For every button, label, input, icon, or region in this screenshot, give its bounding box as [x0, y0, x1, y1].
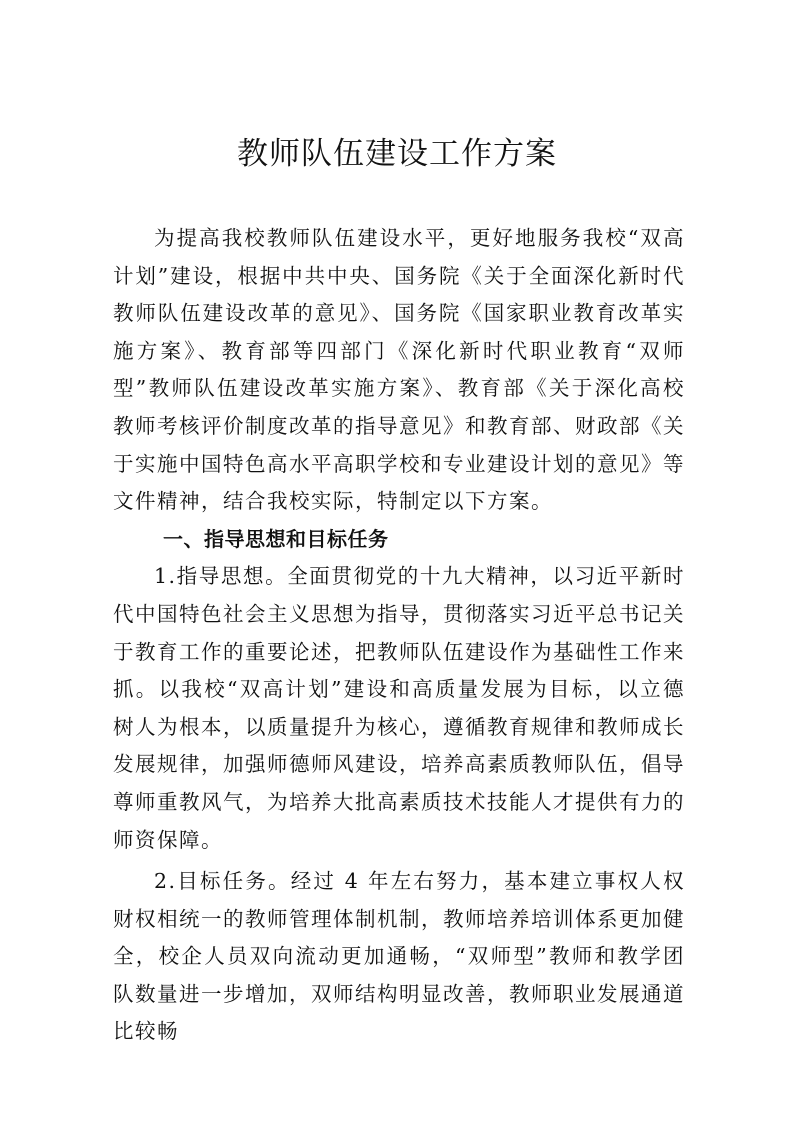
document-title: 教师队伍建设工作方案	[237, 136, 557, 172]
guiding-ideology-paragraph: 1.指导思想。全面贯彻党的十九大精神，以习近平新时代中国特色社会主义思想为指导，贯彻落实习近平总书记关于教育工作的重要论述，把教师队伍建设作为基础性工作来抓。以我校“双高计划”建设和高质量发展为目标，以立德树人为根本，以质量提升为核心，遵循教育规律和教师成长发展规律，加强师德师风建设，培养高素质教师队伍，倡导尊师重教风气，为培养大批高素质技术技能人才提供有力的师资保障。	[113, 564, 685, 852]
intro-paragraph: 为提高我校教师队伍建设水平，更好地服务我校“双高计划”建设，根据中共中央、国务院《关于全面深化新时代教师队伍建设改革的意见》、国务院《国家职业教育改革实施方案》、教育部等四部门《深化新时代职业教育“双师型”教师队伍建设改革实施方案》、教育部《关于深化高校教师考核评价制度改革的指导意见》和教育部、财政部《关于实施中国特色高水平高职学校和专业建设计划的意见》等文件精神，结合我校实际，特制定以下方案。	[113, 226, 685, 514]
document-body	[113, 220, 685, 1051]
section-heading: 一、指导思想和目标任务	[163, 526, 389, 551]
goals-tasks-paragraph: 2.目标任务。经过 4 年左右努力，基本建立事权人权财权相统一的教师管理体制机制，教师培养培训体系更加健全，校企人员双向流动更加通畅，“双师型”教师和教学团队数量进一步增加，双师结构明显改善，教师职业发展通道比较畅	[113, 869, 685, 1044]
